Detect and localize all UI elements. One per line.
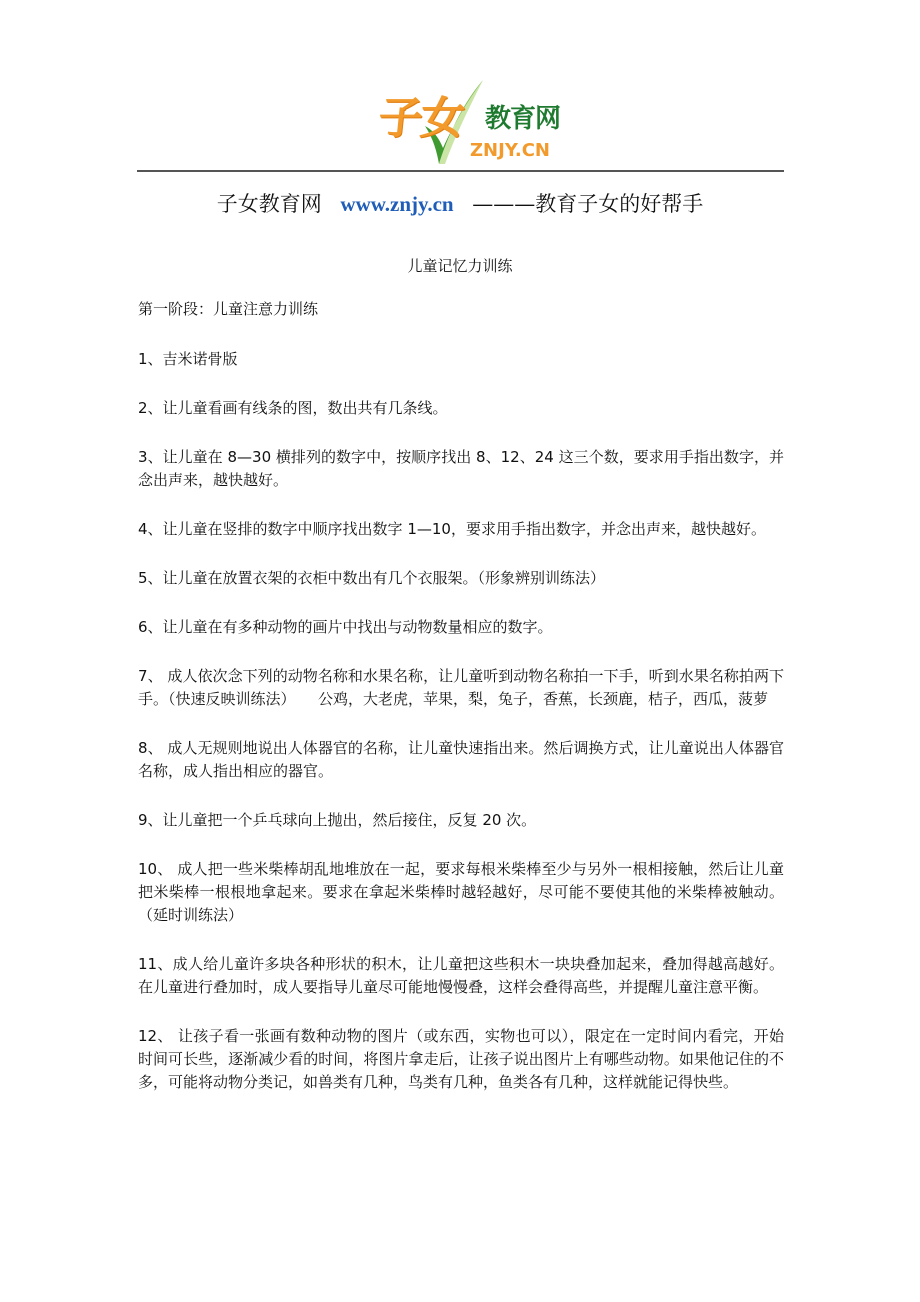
logo-domain: ZNJY.CN: [470, 140, 550, 161]
document-body: [138, 298, 784, 1120]
list-item: 6、让儿童在有多种动物的画片中找出与动物数量相应的数字。: [138, 618, 553, 636]
logo-text-green: 教育网: [485, 104, 561, 134]
site-name: 子女教育网: [216, 192, 322, 216]
list-item: 11、成人给儿童许多块各种形状的积木，让儿童把这些积木一块块叠加起来，叠加得越高越好。在儿童进行叠加时，成人要指导儿童尽可能地慢慢叠，这样会叠得高些，并提醒儿童注意平衡。: [138, 955, 784, 996]
list-item: 5、让儿童在放置衣架的衣柜中数出有几个衣服架。（形象辨别训练法）: [138, 569, 606, 587]
list-item: 2、让儿童看画有线条的图，数出共有几条线。: [138, 399, 448, 417]
section-heading: 第一阶段：儿童注意力训练: [138, 300, 319, 318]
header-divider: [137, 170, 784, 172]
site-logo: [375, 78, 565, 168]
list-item: 8、 成人无规则地说出人体器官的名称，让儿童快速指出来。然后调换方式，让儿童说出人体器官名称，成人指出相应的器官。: [138, 739, 784, 780]
list-item: 7、 成人依次念下列的动物名称和水果名称，让儿童听到动物名称拍一下手，听到水果名称拍两下手。（快速反映训练法） 公鸡，大老虎，苹果，梨，兔子，香蕉，长颈鹿，桔子，西瓜，菠萝: [138, 667, 784, 708]
site-header: [0, 188, 920, 218]
list-item: 12、 让孩子看一张画有数种动物的图片（或东西，实物也可以），限定在一定时间内看完，开始时间可长些，逐渐减少看的时间，将图片拿走后，让孩子说出图片上有哪些动物。如果他记住的不多，可能将动物分类记，如兽类有几种，鸟类有几种，鱼类各有几种，这样就能记得快些。: [138, 1027, 784, 1091]
list-item: 1、吉米诺骨版: [138, 350, 238, 368]
list-item: 10、 成人把一些米柴棒胡乱地堆放在一起，要求每根米柴棒至少与另外一根相接触，然后让儿童把米柴棒一根根地拿起来。要求在拿起米柴棒时越轻越好，尽可能不要使其他的米柴棒被触动。（延时训练法）: [138, 860, 784, 924]
list-item: 3、让儿童在 8—30 横排列的数字中，按顺序找出 8、12、24 这三个数，要求用手指出数字，并念出声来，越快越好。: [138, 448, 784, 489]
logo-text-orange: 子女: [375, 93, 466, 144]
list-item: 9、让儿童把一个乒乓球向上抛出，然后接住，反复 20 次。: [138, 811, 537, 829]
list-item: 4、让儿童在竖排的数字中顺序找出数字 1—10，要求用手指出数字，并念出声来，越快越好。: [138, 520, 766, 538]
site-url-link[interactable]: www.znjy.cn: [340, 192, 454, 216]
site-slogan: ———教育子女的好帮手: [472, 192, 704, 216]
document-title: 儿童记忆力训练: [407, 257, 513, 275]
